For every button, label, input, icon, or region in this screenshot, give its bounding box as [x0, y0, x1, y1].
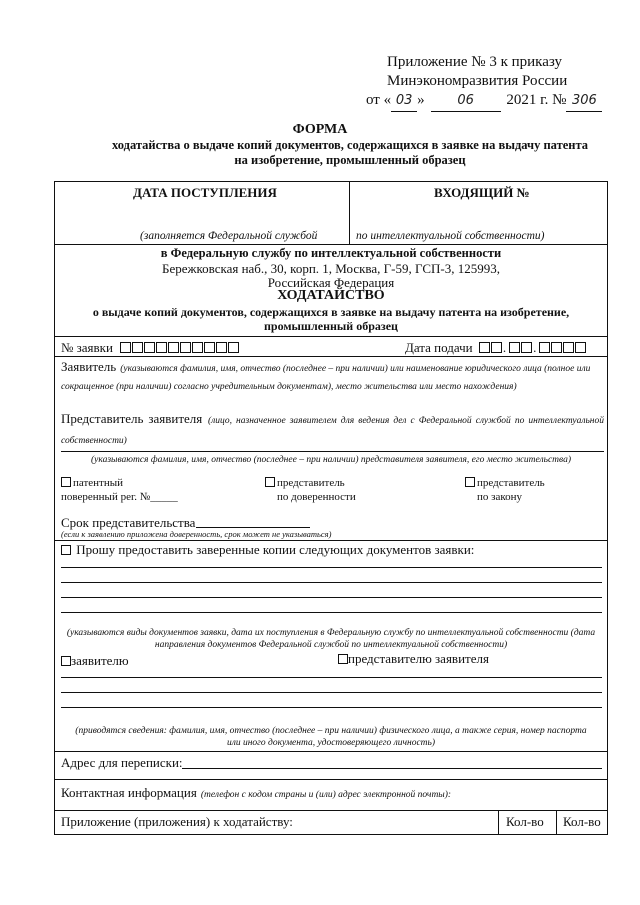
petition-sub-2: промышленный образец: [264, 319, 398, 333]
divider: [54, 810, 608, 811]
to-applicant-label: заявителю: [71, 653, 129, 668]
order-prefix: от «: [366, 92, 392, 108]
date-received-label: ДАТА ПОСТУПЛЕНИЯ: [133, 185, 277, 200]
request-line-2[interactable]: [61, 582, 602, 583]
option-to-representative[interactable]: [338, 651, 489, 667]
to-applicant-checkbox[interactable]: [61, 656, 71, 666]
divider: [54, 751, 608, 752]
representative-fill-line[interactable]: [61, 451, 604, 452]
legal-checkbox[interactable]: [465, 477, 475, 487]
appendix-line: Приложение № 3 к приказу: [387, 54, 562, 70]
term-hint: (если к заявлению приложена доверенность, срок может не указываться): [61, 529, 332, 539]
contact-row: [61, 784, 451, 802]
order-line: [366, 90, 602, 112]
fill-note-left: (заполняется Федеральной службой: [140, 230, 318, 242]
quantity-col-1: Кол-во: [506, 814, 544, 829]
incoming-number-label: ВХОДЯЩИЙ №: [434, 185, 530, 200]
address-fill-line[interactable]: [182, 768, 602, 769]
representative-block: [61, 410, 604, 450]
request-hint-1: (указываются виды документов заявки, дата их поступления в Федеральную службу по интеллектуальной собственности (дата: [66, 628, 596, 638]
option-to-applicant[interactable]: [61, 653, 129, 669]
col-divider-2: [556, 810, 557, 834]
option-proxy[interactable]: [265, 476, 356, 504]
request-line-3[interactable]: [61, 597, 602, 598]
attachments-label: Приложение (приложения) к ходатайству:: [61, 814, 293, 829]
representative-hint: (лицо, назначенное заявителем для ведения дел с Федеральной службой по интеллектуальной собственности): [61, 416, 604, 446]
order-mid: »: [417, 92, 425, 108]
receipt-divider: [349, 181, 350, 244]
person-hint-2: или иного документа, удостоверяющего личность): [226, 738, 436, 748]
addressee-line-2: Бережковская наб., 30, корп. 1, Москва, Г-59, ГСП-3, 125993,: [161, 261, 500, 276]
applicant-hint: (указываются фамилия, имя, отчество (последнее – при наличии) или наименование юридического лица (полное или сокращенное (при наличии) согласно учредительным документам), место жительства или место нахождения): [61, 364, 591, 392]
request-row: [61, 542, 474, 558]
legal-label-b: по закону: [477, 491, 523, 503]
order-month: 06: [431, 91, 501, 112]
application-number-label: № заявки: [61, 340, 113, 355]
addressee-line-1: в Федеральную службу по интеллектуальной собственности: [160, 246, 502, 260]
quantity-col-2: Кол-во: [563, 814, 601, 829]
option-attorney[interactable]: [61, 476, 178, 504]
address-label: Адрес для переписки:: [61, 755, 183, 770]
addressee-line-3: Российская Федерация: [267, 275, 395, 290]
petition-title: ХОДАТАЙСТВО: [277, 288, 385, 303]
to-representative-label: представителю заявителя: [348, 651, 489, 666]
applicant-block: [61, 359, 604, 395]
person-line-3[interactable]: [61, 707, 602, 708]
option-legal[interactable]: [465, 476, 545, 504]
form-subtitle-2: на изобретение, промышленный образец: [234, 153, 466, 167]
representative-under-hint: (указываются фамилия, имя, отчество (последнее – при наличии) представителя заявителя, его место жительства): [91, 455, 571, 465]
applicant-label: Заявитель: [61, 359, 117, 374]
representative-label: Представитель заявителя: [61, 411, 203, 426]
divider: [54, 336, 608, 337]
to-representative-checkbox[interactable]: [338, 654, 348, 664]
proxy-label-a: представитель: [277, 477, 345, 489]
order-year: 2021 г. №: [506, 92, 567, 108]
request-hint-2: направления документов Федеральной службой по интеллектуальной собственности): [154, 640, 508, 650]
attorney-label-a: патентный: [73, 477, 124, 489]
divider: [54, 244, 608, 245]
request-line-4[interactable]: [61, 612, 602, 613]
attorney-checkbox[interactable]: [61, 477, 71, 487]
petition-sub-1: о выдаче копий документов, содержащихся в заявке на выдачу патента на изобретение,: [92, 305, 570, 319]
order-number: 306: [566, 91, 602, 112]
legal-label-a: представитель: [477, 477, 545, 489]
application-number-row: [61, 340, 240, 356]
proxy-checkbox[interactable]: [265, 477, 275, 487]
application-number-cells[interactable]: [120, 340, 240, 355]
request-line-1[interactable]: [61, 567, 602, 568]
filing-date-cells[interactable]: . .: [479, 340, 588, 355]
form-label: ФОРМА: [292, 122, 348, 137]
col-divider-1: [498, 810, 499, 834]
person-line-2[interactable]: [61, 692, 602, 693]
request-checkbox[interactable]: [61, 545, 71, 555]
person-hint-1: (приводятся сведения: фамилия, имя, отчество (последнее – при наличии) физического лица, а также серия, номер паспорта: [75, 726, 587, 736]
filing-date-label: Дата подачи: [405, 340, 473, 355]
term-fill-line[interactable]: [196, 527, 310, 528]
proxy-label-b: по доверенности: [277, 491, 356, 503]
contact-hint: (телефон с кодом страны и (или) адрес электронной почты):: [200, 790, 452, 800]
request-label: Прошу предоставить заверенные копии следующих документов заявки:: [76, 542, 475, 557]
attorney-label-b: поверенный рег. №_____: [61, 491, 178, 503]
filing-date-row: [405, 340, 587, 356]
form-subtitle-1: ходатайства о выдаче копий документов, содержащихся в заявке на выдачу патента: [111, 138, 589, 152]
divider: [54, 779, 608, 780]
fill-note-right: по интеллектуальной собственности): [356, 230, 545, 242]
ministry-line: Минэкономразвития России: [387, 73, 568, 89]
person-line-1[interactable]: [61, 677, 602, 678]
divider: [54, 540, 608, 541]
term-label: Срок представительства: [61, 515, 196, 530]
divider: [54, 356, 608, 357]
order-day: 03: [391, 91, 417, 112]
contact-label: Контактная информация: [61, 785, 197, 800]
